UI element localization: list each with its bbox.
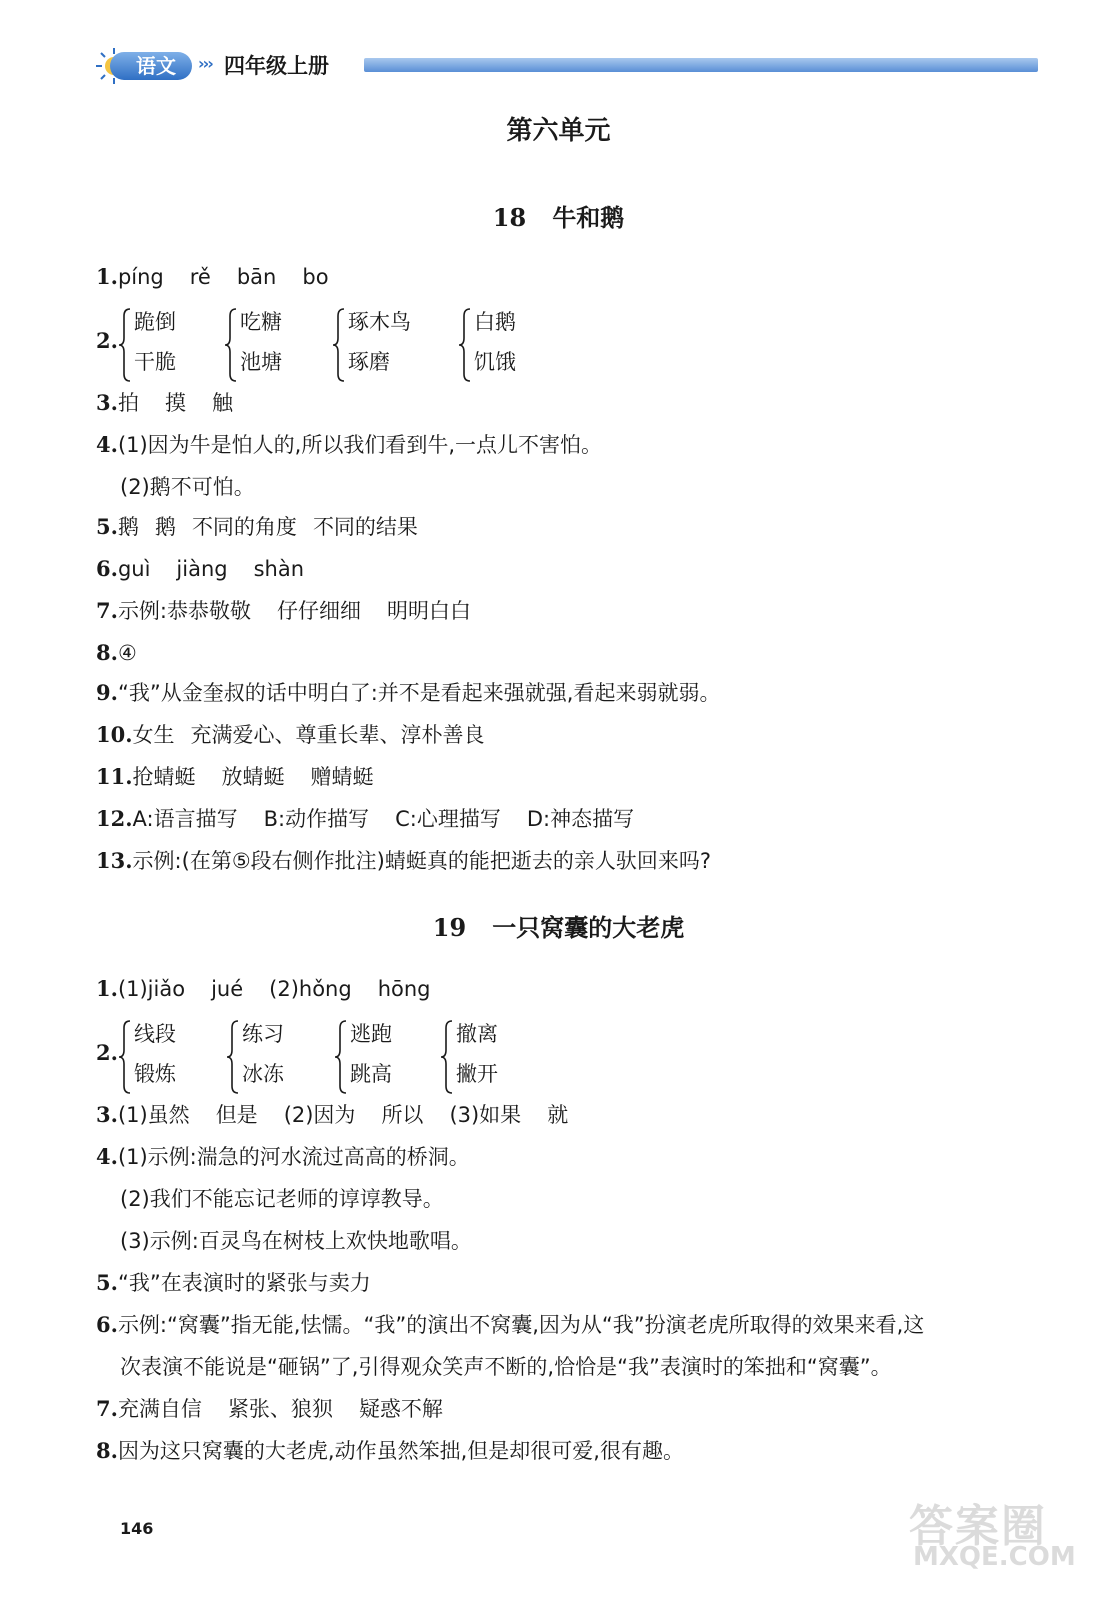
watermark-logo: 答案圈 <box>909 1501 1047 1552</box>
header-arrows: ››› <box>198 54 212 73</box>
answer-18-3: 3.拍 摸 触 <box>96 390 233 415</box>
subject-badge: 语文 <box>110 52 192 80</box>
answer-18-11: 11.抢蜻蜓 放蜻蜓 赠蜻蜓 <box>96 764 374 789</box>
brace-icon <box>224 308 238 382</box>
answer-18-12: 12.A:语言描写 B:动作描写 C:心理描写 D:神态描写 <box>96 806 635 831</box>
lesson-19-title <box>0 908 1117 943</box>
page-header <box>92 40 1042 86</box>
brace-icon <box>440 1020 454 1094</box>
lesson-number: 18 <box>492 203 527 232</box>
header-bar <box>364 58 1038 72</box>
page-number: 146 <box>120 1519 154 1538</box>
watermark <box>909 1490 1089 1580</box>
brace-group: 吃糖 池塘 <box>224 306 334 386</box>
answer-19-5: 5.“我”在表演时的紧张与卖力 <box>96 1270 371 1295</box>
answer-18-8: 8.④ <box>96 640 137 665</box>
answer-18-1: 1.píng rě bān bo <box>96 264 329 289</box>
answer-19-6-line2: 次表演不能说是“砸锅”了,引得观众笑声不断的,恰恰是“我”表演时的笨拙和“窝囊”。 <box>120 1355 892 1379</box>
answer-19-4-line3: (3)示例:百灵鸟在树枝上欢快地歌唱。 <box>120 1229 472 1253</box>
brace-group: 逃跑 跳高 <box>334 1018 444 1098</box>
brace-icon <box>332 308 346 382</box>
answer-19-7: 7.充满自信 紧张、狼狈 疑惑不解 <box>96 1396 443 1421</box>
answer-19-3: 3.(1)虽然 但是 (2)因为 所以 (3)如果 就 <box>96 1102 569 1127</box>
answer-18-13: 13.示例:(在第⑤段右侧作批注)蜻蜓真的能把逝去的亲人驮回来吗? <box>96 848 711 873</box>
answer-18-2-number: 2. <box>96 328 118 353</box>
brace-group: 线段 锻炼 <box>118 1018 228 1098</box>
brace-group: 琢木鸟 琢磨 <box>332 306 442 386</box>
lesson-18-title <box>0 198 1117 233</box>
answer-18-6: 6.guì jiàng shàn <box>96 556 305 581</box>
answer-18-4-line2: (2)鹅不可怕。 <box>120 475 255 499</box>
lesson-name: 一只窝囊的大老虎 <box>492 914 685 942</box>
answer-18-7: 7.示例:恭恭敬敬 仔仔细细 明明白白 <box>96 598 472 623</box>
brace-icon <box>458 308 472 382</box>
answer-19-6: 6.示例:“窝囊”指无能,怯懦。“我”的演出不窝囊,因为从“我”扮演老虎所取得的效果来看,这 <box>96 1312 925 1337</box>
answer-18-4: 4.(1)因为牛是怕人的,所以我们看到牛,一点儿不害怕。 <box>96 432 603 457</box>
brace-group: 跪倒 干脆 <box>118 306 228 386</box>
brace-icon <box>118 308 132 382</box>
brace-icon <box>334 1020 348 1094</box>
lesson-number: 19 <box>432 913 467 942</box>
answer-19-4: 4.(1)示例:湍急的河水流过高高的桥洞。 <box>96 1144 470 1169</box>
watermark-url: MXQE.COM <box>913 1542 1076 1572</box>
grade-label: 四年级上册 <box>224 54 329 78</box>
brace-icon <box>226 1020 240 1094</box>
answer-18-5: 5.鹅 鹅 不同的角度 不同的结果 <box>96 514 418 539</box>
brace-icon <box>118 1020 132 1094</box>
brace-group: 练习 冰冻 <box>226 1018 336 1098</box>
answer-19-4-line2: (2)我们不能忘记老师的谆谆教导。 <box>120 1187 444 1211</box>
answer-18-10: 10.女生 充满爱心、尊重长辈、淳朴善良 <box>96 722 485 747</box>
brace-group: 白鹅 饥饿 <box>458 306 568 386</box>
lesson-name: 牛和鹅 <box>552 204 625 232</box>
answer-19-1: 1.(1)jiǎo jué (2)hǒng hōng <box>96 976 431 1001</box>
answer-18-9: 9.“我”从金奎叔的话中明白了:并不是看起来强就强,看起来弱就弱。 <box>96 680 721 705</box>
unit-title: 第六单元 <box>506 116 611 146</box>
answer-19-8: 8.因为这只窝囊的大老虎,动作虽然笨拙,但是却很可爱,很有趣。 <box>96 1438 684 1463</box>
brace-group: 撤离 撇开 <box>440 1018 550 1098</box>
answer-19-2-number: 2. <box>96 1040 118 1065</box>
